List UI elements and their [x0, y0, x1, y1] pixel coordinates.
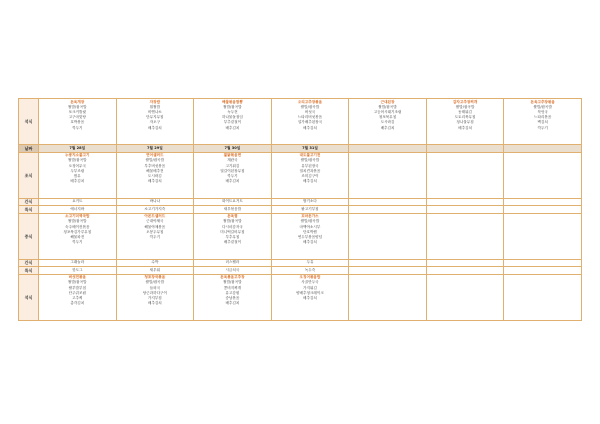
lunch-cell — [116, 213, 194, 259]
menu-item: 하나물돌절임 — [221, 115, 243, 120]
main-dish: 버섯전볶음 — [68, 275, 86, 280]
snack1-cell: 요거트 — [39, 198, 117, 205]
menu-item: 배추김치 — [225, 179, 240, 184]
late2-cell: 새우튀 — [116, 267, 194, 274]
lunch-cell — [194, 213, 272, 259]
snack2-row — [19, 259, 582, 266]
menu-item: 배추겉절이 — [223, 240, 242, 245]
snack2-cell: 러스펠라 — [194, 259, 272, 266]
menu-item: 단주쥐조림 — [68, 290, 86, 295]
menu-item: 느타리볶음 — [534, 115, 552, 120]
row-label-lunch: 중식 — [19, 213, 39, 259]
menu-item: 쌀밥/잡곡밥 — [455, 104, 475, 109]
lunch-cell — [426, 213, 504, 259]
menu-item: 쌀밥/잡곡밥 — [145, 280, 165, 285]
breakfast-cell — [349, 99, 427, 145]
menu-item: 깍두기 — [72, 125, 83, 130]
menu-item: 도시락김 — [380, 120, 395, 125]
morning-cell — [39, 152, 117, 198]
date-cell: 7월 29일 — [116, 145, 194, 152]
menu-item: 비엔나소 — [147, 110, 162, 114]
late2-row — [19, 267, 582, 274]
menu-item: 고추찌 — [72, 295, 83, 300]
menu-item: 유고감원 — [225, 290, 240, 295]
morning-cell — [194, 152, 272, 198]
morning-cell — [271, 152, 349, 198]
menu-item: 부추버섯볶음 — [144, 163, 166, 168]
menu-item — [118, 240, 193, 245]
lunch-cell — [271, 213, 349, 259]
lunch-cell — [39, 213, 117, 259]
date-cell — [504, 145, 582, 152]
menu-item: 호박볶음 — [70, 120, 85, 125]
menu-item: 깍두기 — [72, 240, 83, 245]
snack2-cell: 수박 — [116, 259, 194, 266]
menu-item: 단호박찜 — [303, 229, 317, 234]
menu-item: 고구마맛탕 — [68, 115, 86, 120]
menu-item: 청포묵무침 — [378, 115, 397, 120]
menu-item: 단무지무침 — [146, 115, 164, 120]
menu-item: 북엇국 — [537, 110, 548, 114]
menu-item: 쌀밥/잡곡밥 — [145, 158, 165, 163]
date-cell — [426, 145, 504, 152]
late2-cell — [504, 267, 582, 274]
menu-item: 해물배추전 — [146, 168, 164, 173]
row-label-date: 날짜 — [19, 145, 39, 152]
morning-cell — [426, 152, 504, 198]
snack1-cell: 바나나 — [116, 198, 194, 205]
menu-item: 마맥야소시부 — [299, 224, 321, 229]
menu-item: 가지부침 — [147, 295, 162, 300]
menu-item: 팔부밥부침 — [68, 285, 86, 290]
menu-item: 배추김치 — [303, 240, 317, 245]
menu-item: 숙주베이컨볶음 — [65, 224, 90, 229]
menu-item — [273, 301, 348, 306]
menu-item: 해물파전 — [70, 234, 85, 239]
menu-item: 쌀밥/잡곡밥 — [533, 104, 552, 109]
menu-item: 도토리묵무침 — [454, 115, 476, 120]
menu-item: 배추김치 — [147, 125, 162, 130]
menu-item: 백김치 — [537, 120, 548, 125]
menu-item: 총각김치 — [70, 301, 85, 306]
main-dish: 돈육찜 — [227, 214, 238, 219]
row-label-late2: 특식 — [19, 267, 39, 274]
dinner-cell — [349, 274, 427, 320]
menu-item: 얼가배추된장국 — [297, 120, 323, 125]
late1-cell: 새우볶음밥 — [194, 206, 272, 213]
menu-item: 콩비지찌개 — [223, 285, 242, 290]
late1-cell — [426, 206, 504, 213]
late2-cell — [426, 267, 504, 274]
dinner-cell — [116, 274, 194, 320]
main-dish: 돈육개장 — [70, 99, 85, 104]
menu-item: 근대야채국 — [146, 219, 164, 224]
late2-cell — [349, 267, 427, 274]
row-label-snack2: 간식 — [19, 259, 39, 266]
main-dish: 소고기미역국밥 — [65, 214, 90, 219]
menu-item: 들외국 — [149, 285, 161, 290]
menu-item: 연두부볶음양념 — [297, 234, 323, 239]
menu-item: 가지튀김 — [303, 285, 317, 290]
snack1-cell — [426, 198, 504, 205]
snack2-cell: 두유 — [271, 259, 349, 266]
menu-item: 쌀밥/잡곡밥 — [67, 219, 87, 224]
menu-item: 배추김치 — [303, 295, 317, 300]
menu-item: 배추김치 — [303, 179, 317, 184]
menu-item: 깍두기 — [537, 125, 548, 130]
main-dish: 근대된장 — [380, 99, 395, 104]
morning-cell — [504, 152, 582, 198]
dinner-cell — [426, 274, 504, 320]
menu-item: 증남볶음 — [225, 295, 240, 300]
breakfast-cell — [271, 99, 349, 145]
menu-item: 유부된장국 — [301, 163, 319, 168]
menu-item: 청나물무침 — [456, 120, 474, 125]
menu-item: 미니떡갈비무침 — [220, 229, 245, 234]
snack2-cell — [504, 259, 582, 266]
main-dish: 해물볶음짬뽕 — [221, 99, 243, 104]
main-dish: 감자고추장찌개 — [452, 99, 478, 104]
main-dish: 꼬마돈가스 — [301, 214, 319, 219]
breakfast-cell — [39, 99, 117, 145]
meal-plan-table — [18, 98, 582, 321]
menu-item: 부추무침 — [225, 234, 240, 239]
morning-cell — [349, 152, 427, 198]
menu-item: 해물야채볶음 — [144, 224, 166, 229]
menu-item: 쌀밥/잡곡밥 — [67, 280, 87, 285]
menu-item: 배추김치 — [458, 125, 473, 130]
menu-item: 깍두기 — [227, 173, 238, 178]
menu-item: 배추김치 — [225, 301, 240, 306]
menu-item: 쌀밥/잡곡밥 — [67, 158, 87, 163]
menu-item: 동태튀김 — [458, 110, 473, 114]
date-cell: 7월 28일 — [39, 145, 117, 152]
menu-item: 자오구 — [149, 120, 161, 125]
date-cell — [349, 145, 427, 152]
main-dish: 연어샐러드 — [146, 153, 164, 158]
menu-item: 열치견과볶음 — [299, 168, 321, 173]
date-row — [19, 145, 582, 152]
menu-item: 청포묵김가루무침 — [63, 229, 92, 234]
menu-item: 부추겉절이 — [223, 120, 242, 125]
menu-item: 계란국 — [227, 158, 238, 163]
date-cell: 7월 30일 — [194, 145, 272, 152]
dinner-cell — [504, 274, 582, 320]
menu-item: 오징어무국 — [68, 163, 86, 168]
snack1-row — [19, 198, 582, 205]
snack2-cell — [349, 259, 427, 266]
menu-item: 열갈이된장무침 — [220, 168, 245, 173]
late1-cell: 에너지바 — [39, 206, 117, 213]
menu-item: 배추김치 — [380, 125, 395, 130]
snack1-cell: 화이트요거트 — [194, 198, 272, 205]
menu-item: 쌀밥/잡곡밥 — [378, 104, 397, 109]
main-dish: 오리고추장볶음 — [297, 99, 323, 104]
menu-item: 양배추청크레이크 — [296, 290, 324, 295]
snack1-cell — [504, 198, 582, 205]
dinner-row — [19, 274, 582, 320]
menu-item: 당근과하다구이 — [142, 290, 167, 295]
breakfast-cell — [116, 99, 194, 145]
menu-item: 쌀밥/잡곡밥 — [223, 280, 242, 285]
breakfast-cell — [194, 99, 272, 145]
late1-row — [19, 206, 582, 213]
late2-cell: 시금치국 — [194, 267, 272, 274]
menu-item: 조미김구이 — [301, 173, 319, 178]
menu-item: 포크커틀릿 — [68, 110, 86, 114]
main-dish: 청포장국볶음 — [144, 275, 166, 280]
snack1-cell — [349, 198, 427, 205]
late2-cell: 녹두죽 — [271, 267, 349, 274]
morning-cell — [116, 152, 194, 198]
menu-item: 흰쌀밥 — [149, 104, 161, 109]
menu-item: 쌀밥/잡곡밥 — [300, 219, 320, 224]
menu-item: 쌀밥/잡곡밥 — [223, 104, 242, 109]
late1-cell: 팥고기부침 — [271, 206, 349, 213]
snack1-cell: 딸기소다 — [271, 198, 349, 205]
menu-item: 오봉두무침 — [146, 229, 164, 234]
meal-plan-sheet — [18, 98, 582, 321]
breakfast-cell — [426, 99, 504, 145]
menu-item: 두부조림 — [70, 168, 85, 173]
main-dish: 불닭볶음면 — [223, 153, 242, 158]
late2-cell: 핫도그 — [39, 267, 117, 274]
lunch-cell — [504, 213, 582, 259]
late1-cell: 소고기가지죽 — [116, 206, 194, 213]
menu-item: 깍두기 — [149, 234, 161, 239]
menu-item: 쌀밥/잡곡밥 — [300, 104, 320, 109]
menu-item: 도시락김 — [147, 173, 162, 178]
row-label-dinner: 석식 — [19, 274, 39, 320]
menu-item: 쌀밥/잡곡밥 — [300, 158, 320, 163]
row-label-breakfast: 석식 — [19, 99, 39, 145]
main-dish: 아몬드샐러드 — [144, 214, 166, 219]
date-cell: 7월 31일 — [271, 145, 349, 152]
menu-item: 쌀밥/잡곡밥 — [223, 219, 242, 224]
menu-item: 고기튀김 — [225, 163, 240, 168]
main-dish: 오징어볶음밥 — [299, 275, 321, 280]
menu-item: 버섯국 — [304, 110, 316, 114]
late1-cell — [349, 206, 427, 213]
lunch-cell — [349, 213, 427, 259]
dinner-cell — [194, 274, 272, 320]
main-dish: 자장밥 — [149, 99, 161, 104]
menu-item: 배추김치 — [70, 179, 85, 184]
menu-item: 쌀밥/잡곡밥 — [67, 104, 87, 109]
row-label-late1: 특식 — [19, 206, 39, 213]
breakfast-row — [19, 99, 582, 145]
menu-item: 배추김치 — [303, 125, 317, 130]
menu-item: 녹두전 — [227, 110, 238, 114]
menu-item: 느타리버섯볶음 — [297, 115, 323, 120]
main-dish: 돈육고추장볶음 — [530, 99, 555, 104]
snack2-cell — [426, 259, 504, 266]
menu-item: 배추김치 — [147, 301, 162, 306]
lunch-row — [19, 213, 582, 259]
main-dish: 돈육볶음고추장 — [220, 275, 245, 280]
row-label-snack1: 간식 — [19, 198, 39, 205]
breakfast-cell — [504, 99, 582, 145]
morning-row — [19, 152, 582, 198]
main-dish: 누룽지소불고기 — [65, 153, 90, 158]
menu-item: 배추김치 — [225, 125, 240, 130]
late1-cell — [504, 206, 582, 213]
menu-item: 사골만두국 — [301, 280, 319, 285]
menu-item: 배추김치 — [147, 179, 162, 184]
snack2-cell: 그래놀라 — [39, 259, 117, 266]
menu-item: 고등어시래기조림 — [373, 110, 402, 114]
dinner-cell — [271, 274, 349, 320]
dinner-cell — [39, 274, 117, 320]
menu-item: 다시마감자국 — [221, 224, 243, 229]
menu-item: 쌈무 — [73, 173, 81, 178]
main-dish: 대도불고기전 — [299, 153, 321, 158]
row-label-morning: 조식 — [19, 152, 39, 198]
